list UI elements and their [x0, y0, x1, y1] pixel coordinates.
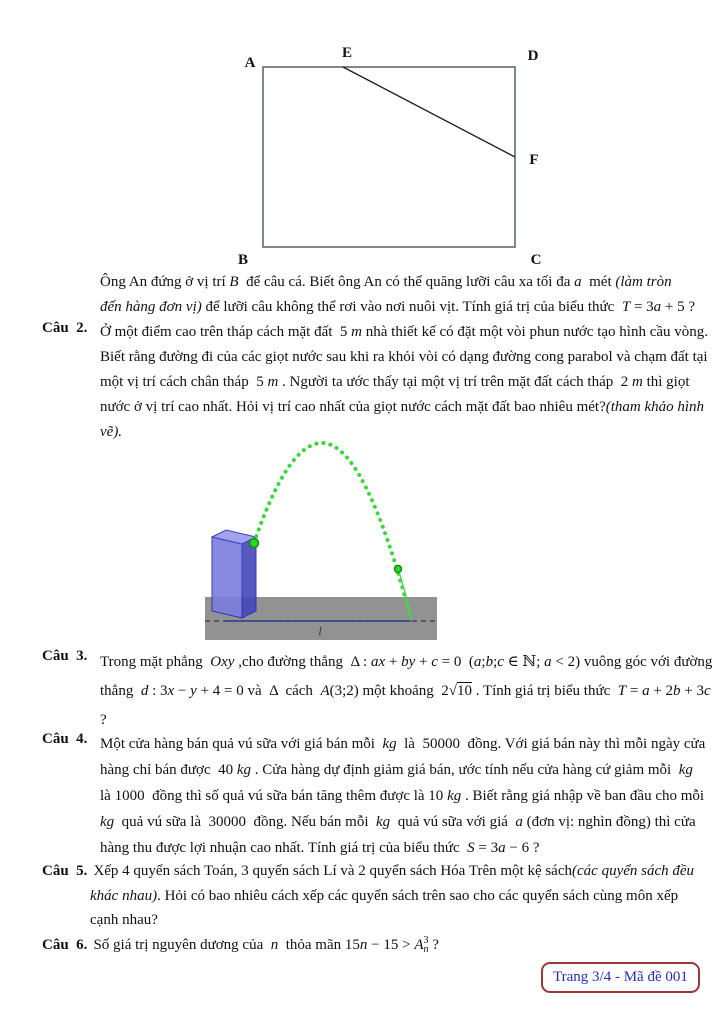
question-label: Câu 6.	[42, 937, 88, 953]
text-line: cạnh nhau?	[90, 912, 158, 928]
text-line: ?	[100, 712, 107, 728]
text-run: Xếp 4 quyển sách Toán, 3 quyển sách Lí và 2 quyển sách Hóa Trên một kệ sách(các quyển sách đều	[93, 863, 695, 879]
question-label: Câu 5.	[42, 863, 88, 879]
page-number-badge: Trang 3/4 - Mã đề 001	[541, 962, 700, 993]
nozzle-point	[250, 539, 259, 548]
text-line: Trong mặt phẳng Oxy ,cho đường thẳng Δ : ax + by + c = 0 (a;b;c ∈ ℕ; a < 2) vuông góc với đường	[100, 654, 713, 670]
tower-side-face	[242, 537, 256, 618]
text-line: Một cửa hàng bán quả vú sữa với giá bán mỗi kg là 50000 đồng. Với giá bán này thì mỗi ngày cửa	[100, 736, 706, 752]
rectangle-diagram	[230, 40, 550, 265]
text-line	[42, 929, 702, 954]
water-parabola-dotted	[254, 443, 411, 619]
fountain-parabola-diagram	[200, 428, 445, 643]
text-line: hàng chỉ bán được 40 kg . Cửa hàng dự định giảm giá bán, ước tính nếu cửa hàng cứ giảm mỗi kg	[100, 762, 693, 778]
text-line: Biết rằng đường đi của các giọt nước sau khi ra khỏi vòi có dạng đường cong parabol và chạm đất tại	[100, 349, 708, 365]
label-A: A	[244, 55, 256, 71]
text-line: đến hàng đơn vị) để lưỡi câu không thể rơi vào nơi nuôi vịt. Tính giá trị của biểu thức T = 3a + 5 ?	[100, 299, 696, 315]
text-line: Ông An đứng ở vị trí B để câu cá. Biết ông An có thể quăng lưỡi câu xa tối đa a mét (làm tròn	[100, 274, 672, 290]
label-D: D	[527, 48, 539, 64]
question-label: Câu 3.	[42, 648, 88, 664]
drop-point	[395, 566, 402, 573]
text-line: nước ở vị trí cao nhất. Hỏi vị trí cao nhất của giọt nước cách mặt đất bao nhiêu mét?(tham khảo hình	[100, 399, 705, 415]
text-line: Ở một điểm cao trên tháp cách mặt đất 5 m nhà thiết kế có đặt một vòi phun nước tạo hình cầu vòng.	[100, 324, 709, 340]
text-line	[42, 859, 702, 884]
text-line: một vị trí cách chân tháp 5 m . Người ta ước thấy tại một vị trí trên mặt đất cách tháp 2 m thì giọt	[100, 374, 690, 390]
text-line: là 1000 đồng thì số quả vú sữa bán tăng thêm được là 10 kg . Biết rằng giá nhập về ban đầu cho mỗi	[100, 788, 705, 804]
pond-rectangle	[263, 67, 515, 247]
label-F: F	[529, 152, 539, 168]
ground-length-label: l	[318, 624, 322, 638]
label-B: B	[237, 252, 249, 265]
text-line: kg quả vú sữa là 30000 đồng. Nếu bán mỗi kg quả vú sữa với giá a (đơn vị: nghìn đồng) thì cửa	[100, 814, 696, 830]
text-line: khác nhau). Hỏi có bao nhiêu cách xếp các quyển sách trên sao cho các quyển sách cùng môn xếp	[90, 887, 679, 904]
label-C: C	[530, 252, 542, 265]
text-line: thẳng d : 3x − y + 4 = 0 và Δ cách A(3;2) một khoảng 2√10 . Tính giá trị biểu thức T = a + 2b + 3c	[100, 683, 711, 699]
question-label: Câu 2.	[42, 320, 88, 336]
text-line: hàng thu được lợi nhuận cao nhất. Tính giá trị của biểu thức S = 3a − 6 ?	[100, 840, 540, 856]
question-label: Câu 4.	[42, 731, 88, 747]
segment-EF	[343, 67, 515, 157]
text-line: vẽ).	[100, 424, 123, 440]
label-E: E	[341, 45, 353, 61]
tower-front-face	[212, 537, 242, 618]
text-run: Số giá trị nguyên dương của n thỏa mãn $15n - 15 > A^3_n$ ?	[93, 935, 439, 955]
